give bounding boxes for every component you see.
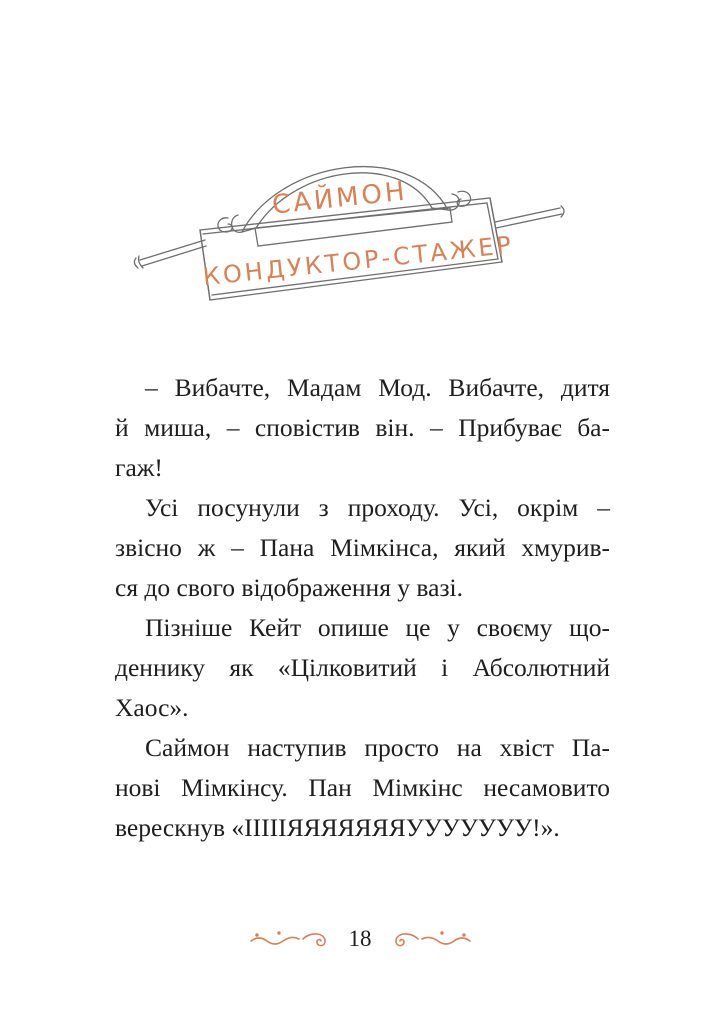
text-line: Хаос». [115,693,189,722]
text-line: звісно ж – Пана Мімкінса, який хмурив- [115,533,610,562]
paragraph [115,368,610,488]
name-sign-illustration [130,100,570,315]
text-line: й миша, – сповістив він. – Прибуває ба- [115,413,610,442]
page-footer [0,922,720,954]
sign-role: КОНДУКТОР-СТАЖЕР [201,230,516,292]
text-line: деннику як «Цілковитий і Абсолютний [115,653,610,682]
paragraph [115,728,610,848]
text-line: верескнув «ІІІІІЯЯЯЯЯЯЯУУУУУУУ!». [115,813,560,842]
page-body [115,368,610,848]
text-line: Саймон наступив просто на хвіст Па- [145,733,610,762]
text-line: ся до свого відображення у вазі. [115,573,463,602]
paragraph [115,488,610,608]
text-line: нові Мімкінсу. Пан Мімкінс несамовито [115,773,610,802]
page-number: 18 [348,925,372,951]
text-line: Пізніше Кейт опише це у своєму що- [145,613,610,642]
text-line: – Вибачте, Мадам Мод. Вибачте, дитя [145,373,610,402]
left-swirl-ornament-icon [247,927,337,949]
sign-name: САЙМОН [270,176,409,221]
text-line: Усі посунули з проходу. Усі, окрім – [145,493,610,522]
right-swirl-ornament-icon [384,927,474,949]
text-line: гаж! [115,453,163,482]
paragraph [115,608,610,728]
